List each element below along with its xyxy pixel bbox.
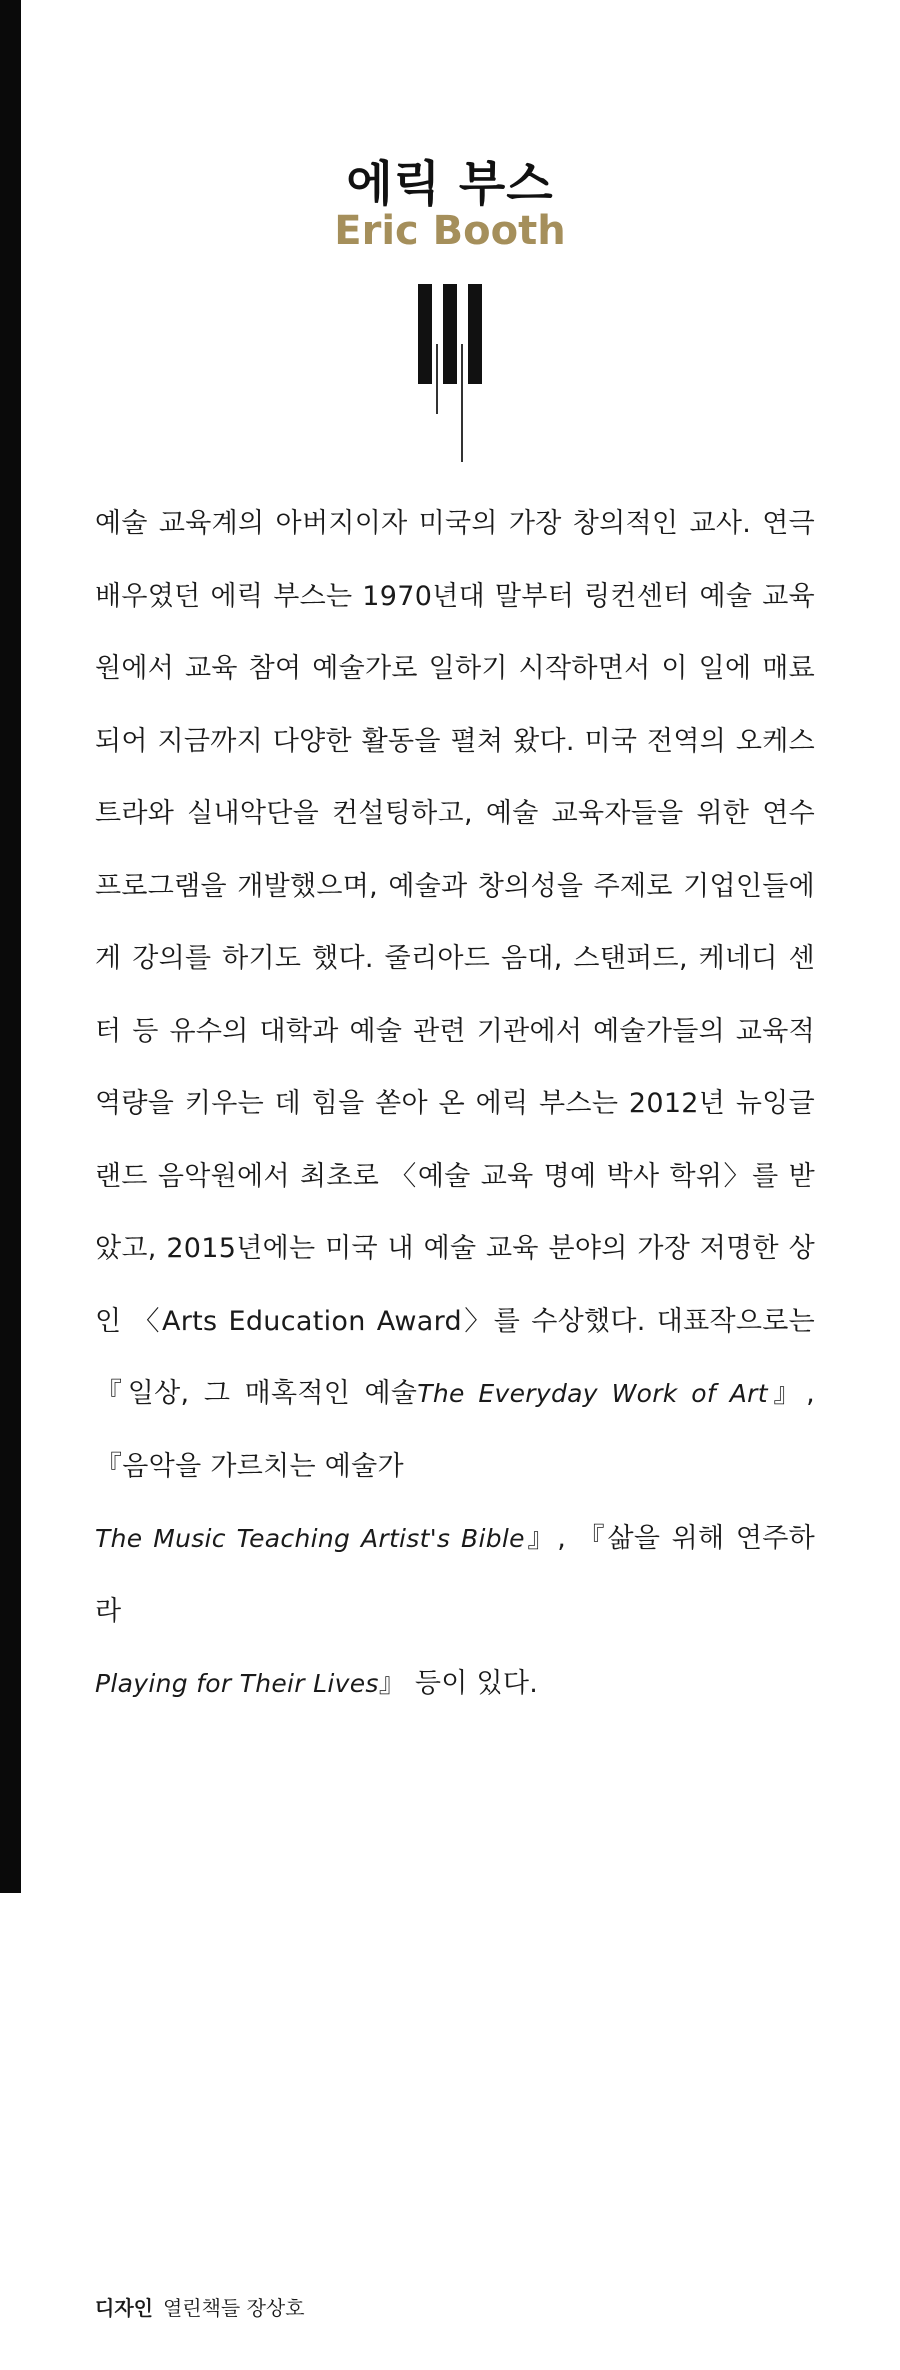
bio-text: 』 등이 있다. — [378, 1668, 539, 1699]
piano-key-bar — [418, 284, 432, 384]
bio-title-en: Playing for Their Lives — [95, 1669, 379, 1698]
author-name-korean: 에릭 부스 — [346, 156, 554, 212]
credit-label: 디자인 — [95, 2296, 153, 2320]
author-name-english: Eric Booth — [334, 208, 566, 254]
bio-title-en: The Everyday Work of Art — [417, 1379, 768, 1408]
bio-title-en: The Music Teaching Artist's Bible — [95, 1524, 525, 1553]
author-biography — [95, 488, 815, 1721]
bio-text: 』, 『음악을 가르치는 예술가 — [95, 1378, 816, 1482]
piano-key-bar — [468, 284, 482, 384]
credit-value: 열린책들 장상호 — [162, 2296, 305, 2320]
piano-keys-emblem-icon — [418, 284, 484, 464]
bio-text: 』, 『삶을 위해 연주하라 — [95, 1523, 816, 1627]
piano-key-bar — [443, 284, 457, 384]
bio-text: 예술 교육계의 아버지이자 미국의 가장 창의적인 교사. 연극 배우였던 에릭 부스는 1970년대 말부터 링컨센터 예술 교육원에서 교육 참여 예술가로 일하기 시작하면서 이 일에 매료되어 지금까지 다양한 활동을 펼쳐 왔다. 미국 전역의 오케스트라와 실내악단을 컨설팅하고, 예술 교육자들을 위한 연수 프로그램을 개발했으며, 예술과 창의성을 주제로 기업인들에게 강의를 하기도 했다. 줄리아드 음대, 스탠퍼드, 케네디 센터 등 유수의 대학과 예술 관련 기관에서 예술가들의 교육적 역량을 키우는 데 힘을 쏟아 온 에릭 부스는 2012년 뉴잉글랜드 음악원에서 최초로 〈예술 교육 명예 박사 학위〉를 받았고, 2015년에는 미국 내 예술 교육 분야의 가장 저명한 상인 〈Arts Education Award〉를 수상했다. 대표작으로는 『일상, 그 매혹적인 예술 — [95, 508, 815, 1409]
design-credit — [95, 2292, 305, 2321]
book-spine-edge — [0, 0, 21, 1893]
